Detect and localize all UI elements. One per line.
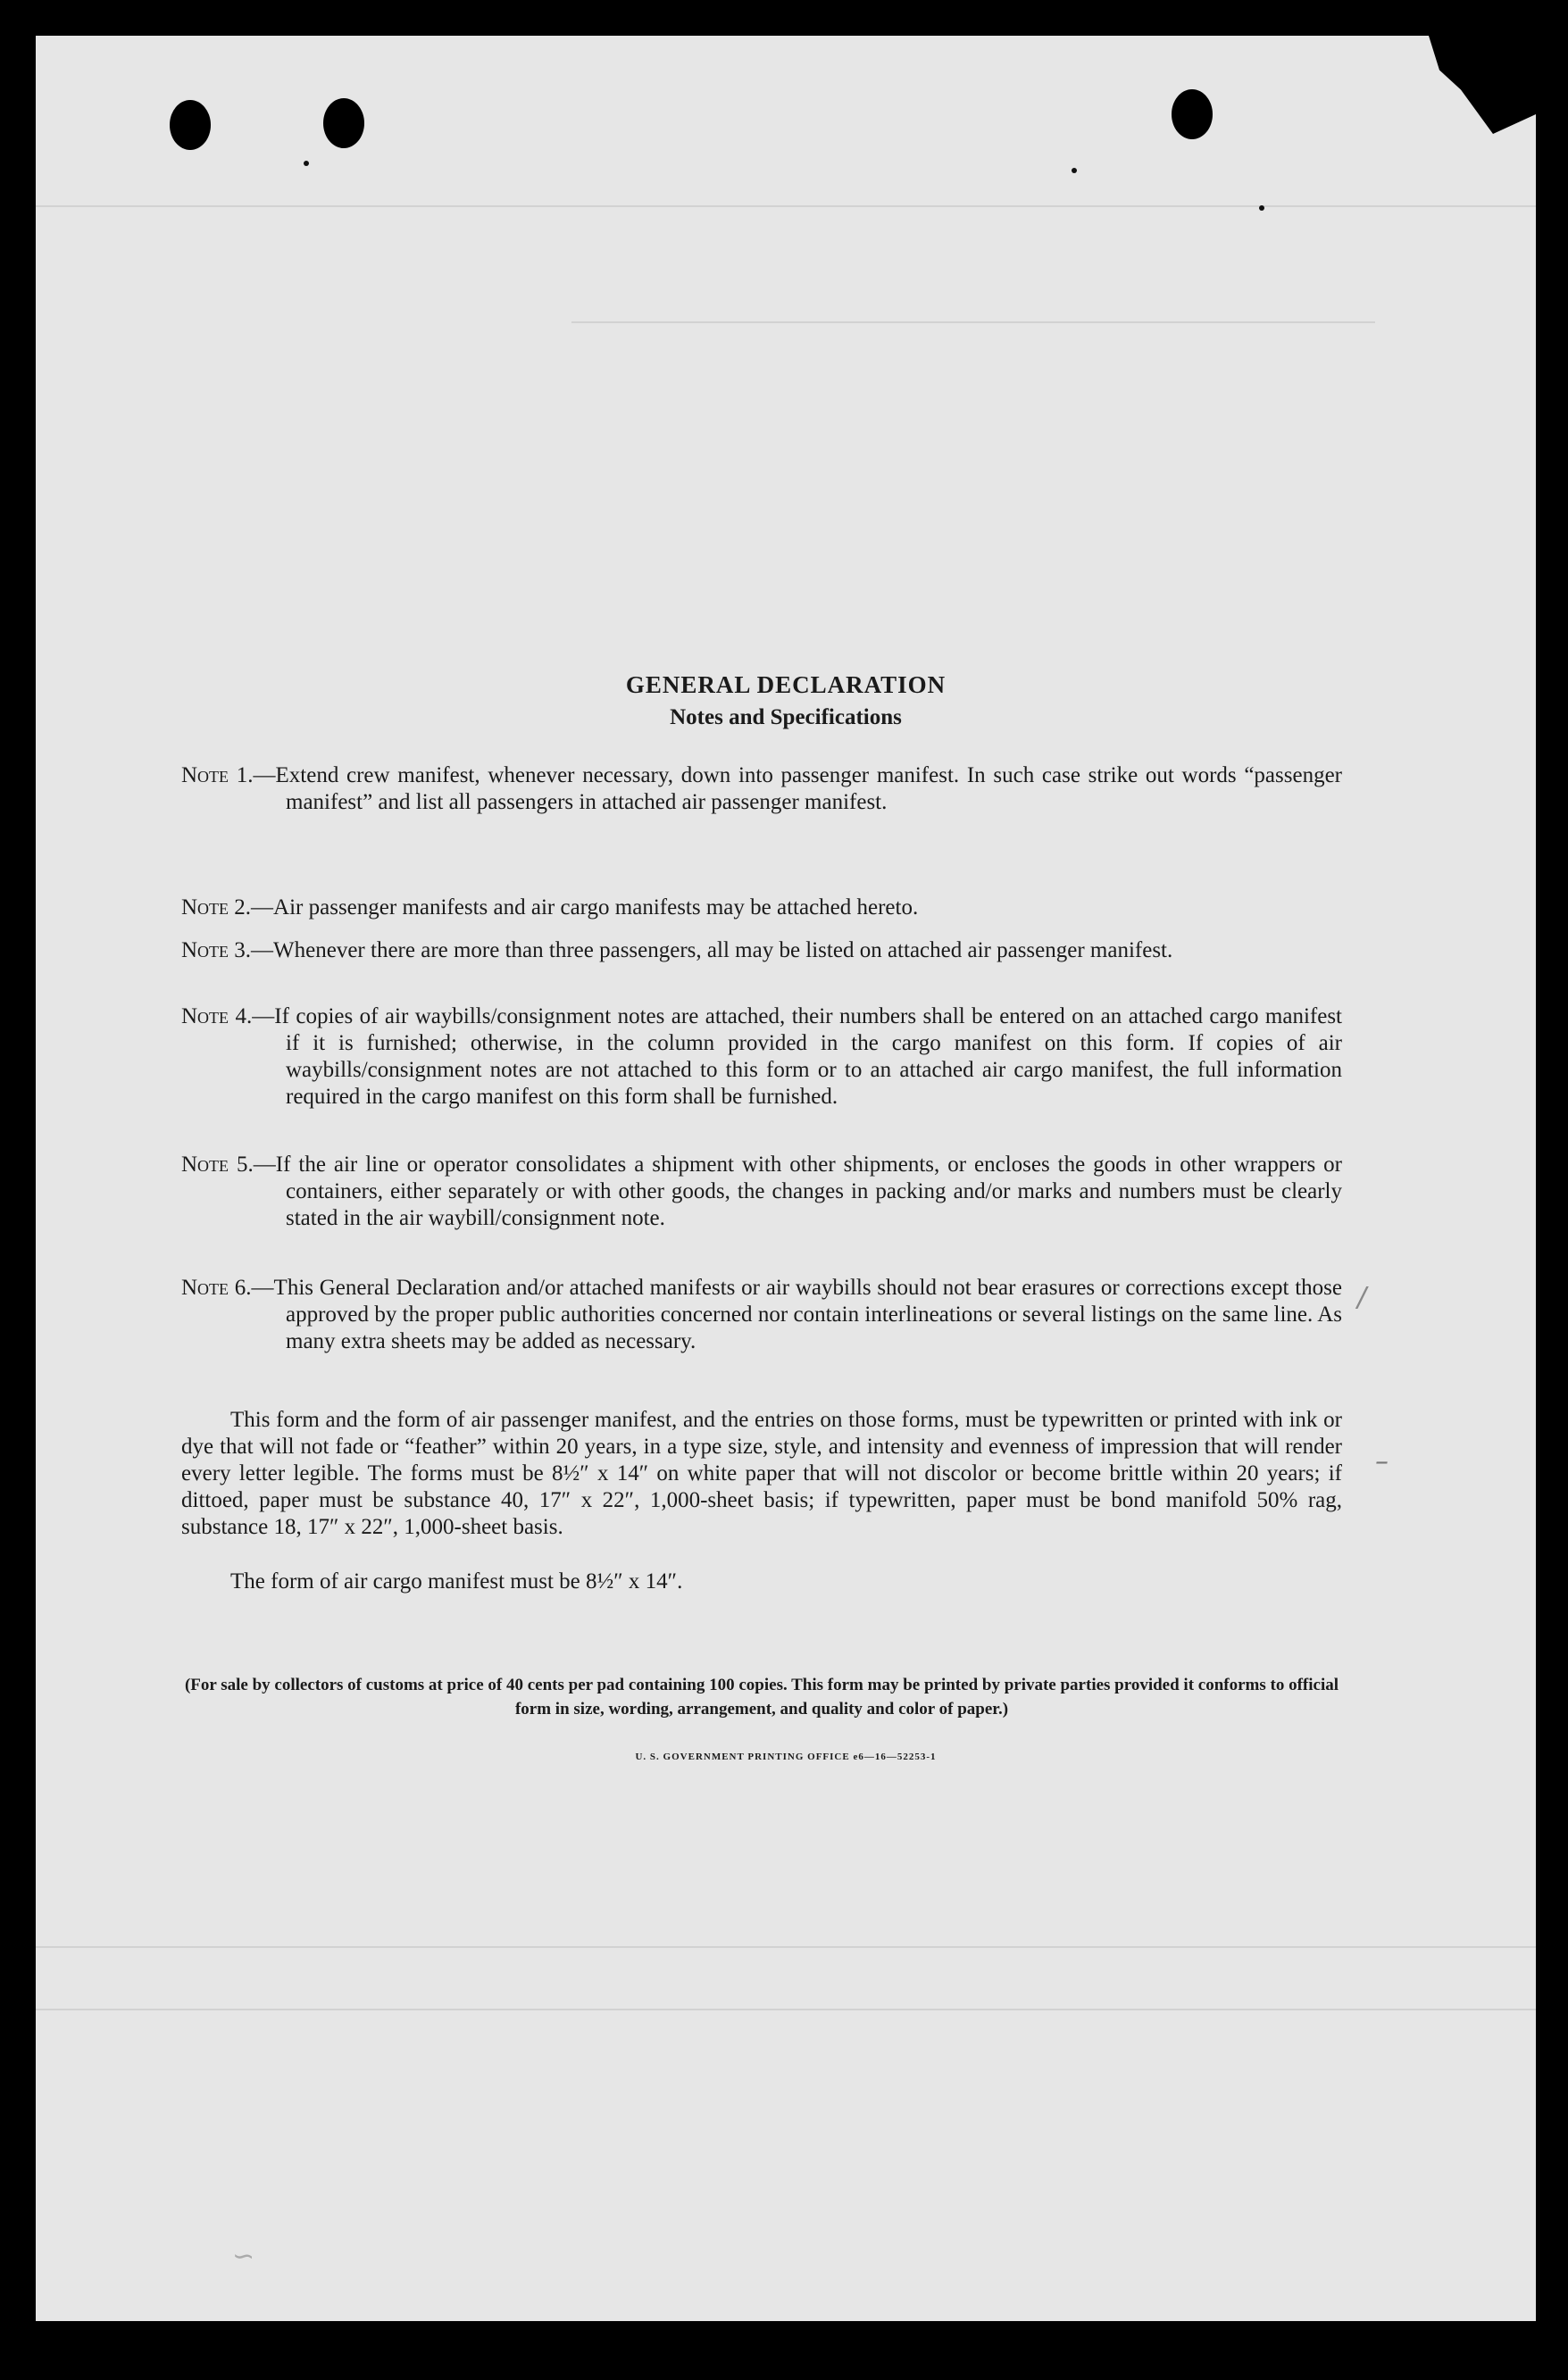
torn-corner: [1429, 36, 1536, 134]
note-label: Note 5.—: [181, 1153, 276, 1177]
note-5: [181, 1152, 1342, 1232]
note-text: Extend crew manifest, whenever necessary, down into passenger manifest. In such case strike out words “passenger manifest” and list all passengers in attached air passenger manifest.: [275, 763, 1342, 814]
note-text: Whenever there are more than three passengers, all may be listed on attached air passenger manifest.: [273, 938, 1173, 962]
document-page: [36, 36, 1536, 2321]
note-label: Note 2.—: [181, 895, 274, 920]
note-6: [181, 1275, 1342, 1355]
note-2: [181, 895, 1342, 921]
page-subtitle: Notes and Specifications: [670, 705, 902, 729]
page-title: GENERAL DECLARATION: [625, 671, 947, 698]
note-label: Note 4.—: [181, 1004, 275, 1028]
form-specification-paragraph: This form and the form of air passenger manifest, and the entries on those forms, must be typewritten or printed with ink or dye that will not fade or “feather” within 20 years, in a type size, style, and intensity and evenness of impression that will render every letter legible. The forms must be 8½″ x 14″ on white paper that will not discolor or become brittle within 20 years; if dittoed, paper must be substance 40, 17″ x 22″, 1,000-sheet basis; if typewritten, paper must be bond manifold 50% rag, substance 18, 17″ x 22″, 1,000-sheet basis.: [181, 1408, 1342, 1539]
handwriting-mark: ∽: [232, 2241, 255, 2272]
note-label: Note 6.—: [181, 1276, 274, 1300]
bleed-line: [36, 1946, 1536, 1948]
bleed-line: [36, 2009, 1536, 2010]
note-text: If copies of air waybills/consignment notes are attached, their numbers shall be entered on an attached cargo manifest if it is furnished; otherwise, in the column provided in the cargo manifest on this form. If copies of air waybills/consignment notes are not attached to this form or to an attached air cargo manifest, the full information required in the cargo manifest on this form shall be furnished.: [274, 1004, 1342, 1109]
punch-hole-left: [170, 100, 211, 150]
speck: [304, 161, 309, 166]
sale-note: (For sale by collectors of customs at price of 40 cents per pad containing 100 copies. This form may be printed by private parties provided it conforms to official form in size, wording, arrangement, and quality and color of paper.): [184, 1676, 1339, 1718]
punch-hole-right: [1172, 89, 1213, 139]
handwriting-mark: /: [1357, 1282, 1367, 1313]
handwriting-mark: –: [1375, 1446, 1389, 1477]
bleed-line: [36, 205, 1536, 207]
speck: [1259, 205, 1264, 211]
note-label: Note 3.—: [181, 938, 274, 962]
note-text: Air passenger manifests and air cargo manifests may be attached hereto.: [273, 895, 919, 920]
note-4: [181, 1003, 1342, 1111]
speck: [1072, 168, 1077, 173]
note-label: Note 1.—: [181, 763, 276, 787]
cargo-manifest-note: The form of air cargo manifest must be 8½″ x 14″.: [230, 1569, 683, 1594]
note-text: If the air line or operator consolidates a shipment with other shipments, or encloses the goods in other wrappers or containers, either separately or with other goods, the changes in packing and/or marks and numbers must be clearly stated in the air waybill/consignment note.: [275, 1153, 1343, 1230]
note-text: This General Declaration and/or attached manifests or air waybills should not bear erasures or corrections except those approved by the proper public authorities concerned nor contain interlineations or several listings on the same line. As many extra sheets may be added as necessary.: [273, 1276, 1342, 1353]
note-3: [181, 937, 1342, 964]
bleed-line: [571, 321, 1375, 323]
note-1: [181, 762, 1342, 816]
printer-imprint: U. S. GOVERNMENT PRINTING OFFICE e6—16—52253-1: [635, 1752, 937, 1762]
punch-hole-center: [323, 98, 364, 148]
